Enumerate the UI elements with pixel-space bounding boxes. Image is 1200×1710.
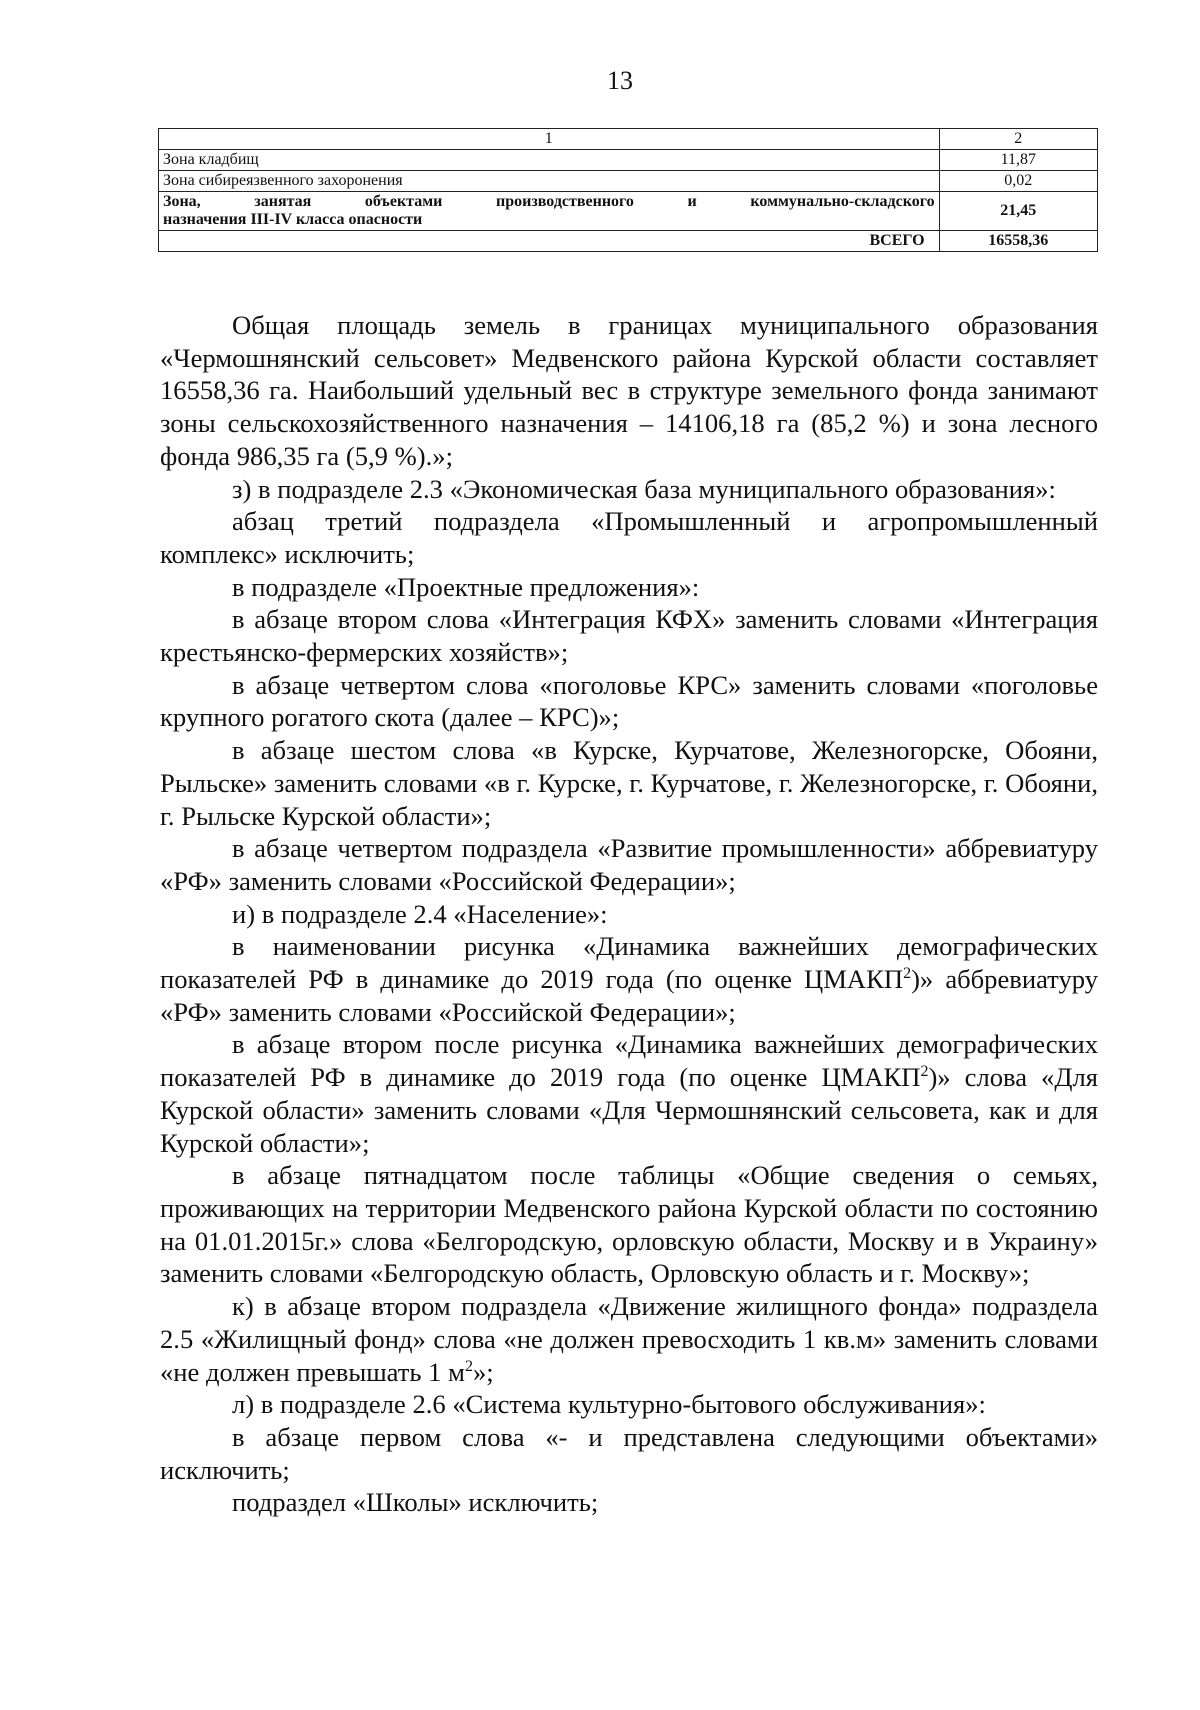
zone-area: 11,87 (939, 150, 1097, 171)
zone-name (159, 192, 940, 231)
land-zones-table (158, 128, 1098, 252)
paragraph: Общая площадь земель в границах муниципального образования «Чермошнянский сельсовет» Медвенского района Курской области составляет 16558,36 га. Наибольший удельный вес в структуре земельного фонда занимают зоны сельскохозяйственного назначения – 14106,18 га (85,2 %) и зона лесного фонда 986,35 га (5,9 %).»; (160, 310, 1098, 471)
paragraph: в подразделе «Проектные предложения»: (232, 571, 700, 602)
paragraph: подраздел «Школы» исключить; (232, 1487, 599, 1518)
paragraph (160, 930, 1098, 1028)
zone-name-line-2: назначения III-IV класса опасности (163, 211, 423, 228)
paragraph (160, 1290, 1098, 1388)
zone-area: 21,45 (939, 192, 1097, 231)
table-row (159, 192, 1098, 231)
paragraph: в абзаце пятнадцатом после таблицы «Общие сведения о семьях, проживающих на территории Медвенского района Курской области по состоянию на 01.01.2015г.» слова «Белгородскую, орловскую области, Москву и в Украину» заменить словами «Белгородскую область, Орловскую область и г. Москву»; (160, 1160, 1098, 1289)
table-row (159, 171, 1098, 192)
superscript: 2 (464, 1357, 473, 1375)
paragraph: в абзаце первом слова «- и представлена следующими объектами» исключить; (160, 1421, 1098, 1485)
paragraph: абзац третий подраздела «Промышленный и агропромышленный комплекс» исключить; (160, 506, 1098, 569)
paragraph: в абзаце втором слова «Интеграция КФХ» заменить словами «Интеграция крестьянско-фермерских хозяйств»; (160, 604, 1098, 668)
superscript: 2 (920, 1063, 929, 1081)
table-header-col-1: 1 (159, 129, 940, 150)
page-number: 13 (607, 66, 633, 95)
superscript: 2 (903, 965, 912, 983)
paragraph: в абзаце четвертом подраздела «Развитие промышленности» аббревиатуру «РФ» заменить словами «Российской Федерации»; (160, 833, 1098, 896)
zone-name-line-1: Зона, занятая объектами производственного и коммунально-складского (163, 193, 935, 210)
table-total-row (159, 231, 1098, 252)
zone-name: Зона кладбищ (159, 150, 940, 171)
zone-name: Зона сибиреязвенного захоронения (159, 171, 940, 192)
paragraph-text: к) в абзаце втором подраздела «Движение жилищного фонда» подраздела 2.5 «Жилищный фонд» слова «не должен превосходить 1 кв.м» заменить словами «не должен превышать 1 м (160, 1291, 1098, 1387)
paragraph-text: )» слова «Для Курской области» заменить словами «Для Чермошнянский сельсовета, как и для Курской области»; (160, 1062, 1098, 1158)
paragraph: в абзаце шестом слова «в Курске, Курчатове, Железногорске, Обояни, Рыльске» заменить словами «в г. Курске, г. Курчатове, г. Железногорске, г. Обояни, г. Рыльске Курской области»; (160, 735, 1098, 831)
paragraph-text: »; (472, 1356, 494, 1387)
paragraph: з) в подразделе 2.3 «Экономическая база муниципального образования»: (232, 473, 1056, 504)
document-body (160, 309, 1098, 1519)
zone-area: 0,02 (939, 171, 1097, 192)
paragraph-text: в абзаце втором после рисунка «Динамика важнейших демографических показателей РФ в динамике до 2019 года (по оценке ЦМАКП (160, 1029, 1098, 1093)
total-label: ВСЕГО (159, 231, 940, 252)
table-header-col-2: 2 (939, 129, 1097, 150)
paragraph-text: )» аббревиатуру «РФ» заменить словами «Российской Федерации»; (160, 964, 1098, 1027)
total-value: 16558,36 (939, 231, 1097, 252)
paragraph: и) в подразделе 2.4 «Население»: (232, 898, 608, 929)
table-row (159, 150, 1098, 171)
paragraph: в абзаце четвертом слова «поголовье КРС» заменить словами «поголовье крупного рогатого скота (далее – КРС)»; (160, 669, 1098, 733)
paragraph (160, 1028, 1098, 1159)
table-header-row (159, 129, 1098, 150)
paragraph: л) в подразделе 2.6 «Система культурно-бытового обслуживания»: (232, 1389, 986, 1420)
paragraph-text: в наименовании рисунка «Динамика важнейших демографических показателей РФ в динамике до 2019 года (по оценке ЦМАКП (160, 931, 1098, 995)
